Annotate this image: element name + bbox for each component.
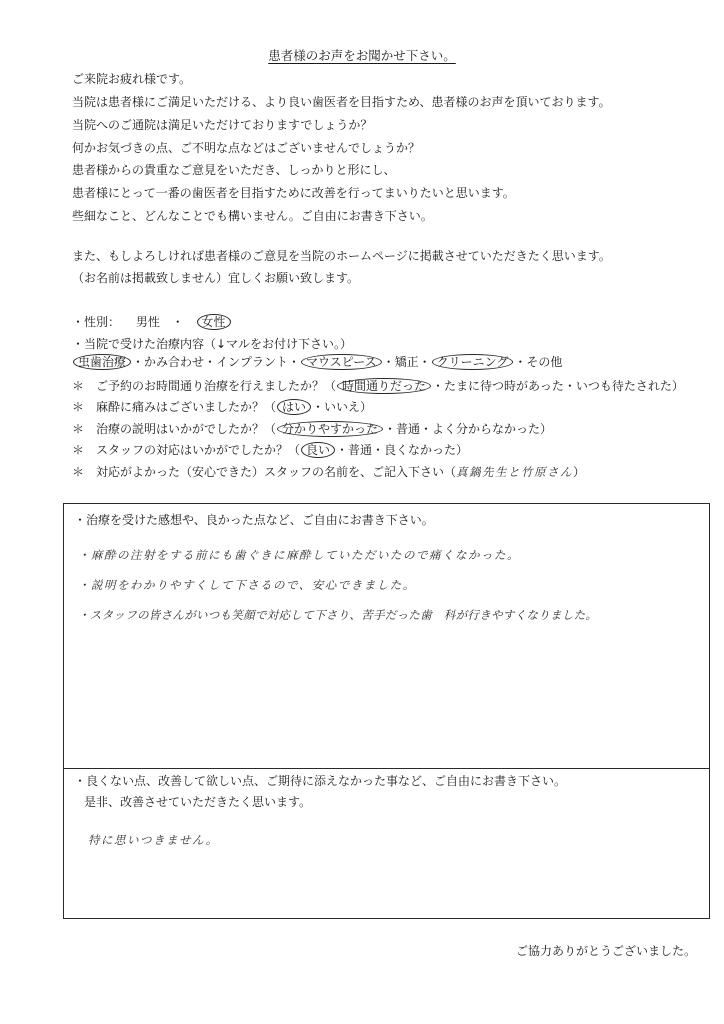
option-male[interactable]: 男性: [135, 315, 160, 329]
option-female-circled[interactable]: 女性: [197, 314, 231, 330]
option-other[interactable]: ・その他: [514, 355, 563, 369]
handwritten-staff-names[interactable]: 真鍋先生と竹原さん: [456, 465, 574, 479]
option-mouthpiece-circled[interactable]: マウスピース: [301, 354, 382, 370]
improvements-prompt: ・良くない点、改善して欲しい点、ご期待に添えなかった事など、ご自由にお書き下さい。: [74, 774, 567, 788]
answer-clear-circled[interactable]: 分かりやすかった: [277, 421, 383, 437]
handwritten-answer: ・スタッフの皆さんがいつも笑顔で対応して下さり、苦手だった歯 科が行きやすくなりました。: [78, 608, 598, 622]
option-orthodontics[interactable]: ・矯正・: [382, 355, 431, 369]
question-anesthesia: ＊ 麻酔に痛みはございましたか？（ はい ・いいえ）: [72, 400, 373, 414]
answer-on-time-circled[interactable]: 時間通りだった: [337, 378, 431, 394]
answer-good-circled[interactable]: 良い: [301, 442, 335, 458]
option-bite-implant[interactable]: ・かみ合わせ・インプラント・: [132, 355, 301, 369]
impressions-box[interactable]: [63, 503, 710, 769]
option-cavity-circled[interactable]: 虫歯治療: [73, 354, 131, 370]
improvements-prompt-2: 是非、改善させていただきたく思います。: [84, 795, 312, 809]
request-line: （お名前は掲載致しません）宜しくお願い致します。: [72, 271, 360, 285]
intro-line: 患者様にとって一番の歯医者を目指すために改善を行ってまいりたいと思います。: [72, 186, 515, 200]
option-cleaning-circled[interactable]: クリーニング: [432, 354, 514, 370]
intro-line: 当院へのご通院は満足いただけておりますでしょうか？: [72, 118, 373, 132]
question-staff-name: ＊ 対応がよかった（安心できた）スタッフの名前を、ご記入下さい（真鍋先生と竹原さん）: [72, 465, 586, 479]
other-time-options[interactable]: ・たまに待つ時があった・いつも待たされた）: [432, 379, 684, 393]
question-gender: [72, 316, 232, 328]
question-treatment-label: ・当院で受けた治療内容（↓マルをお付け下さい。）: [72, 337, 353, 351]
handwritten-answer: ・麻酔の注射をする前にも歯ぐきに麻酔していただいたので痛くなかった。: [78, 548, 520, 562]
other-staff-options[interactable]: ・普通・良くなかった）: [336, 443, 469, 457]
survey-title: 患者様のお声をお聞かせ下さい。: [268, 48, 456, 63]
handwritten-answer: 特に思いつきません。: [88, 833, 219, 847]
thanks-message: ご協力ありがとうございました。: [515, 944, 696, 958]
other-explain-options[interactable]: ・普通・よく分からなかった）: [384, 422, 553, 436]
request-line: また、もしよろしければ患者様のご意見を当院のホームページに掲載させていただきたく思います。: [72, 249, 611, 263]
intro-line: 何かお気づきの点、ご不明な点などはございませんでしょうか？: [72, 141, 421, 155]
answer-no-option[interactable]: ・いいえ）: [312, 400, 373, 414]
intro-line: ご来院お疲れ様です。: [72, 72, 192, 86]
improvements-box[interactable]: [63, 768, 710, 919]
handwritten-answer: ・説明をわかりやすくして下さるので、安心できました。: [78, 578, 416, 592]
question-explanation: ＊ 治療の説明はいかがでしたか？（ 分かりやすかった ・普通・よく分からなかった）: [72, 422, 553, 436]
intro-line: 些細なこと、どんなことでも構いません。ご自由にお書き下さい。: [72, 209, 433, 223]
separator: ・: [171, 315, 184, 329]
answer-yes-circled[interactable]: はい: [277, 399, 311, 415]
intro-line: 患者様からの貴重なご意見をいただき、しっかりと形にし、: [72, 163, 396, 177]
gender-label: ・性別：: [72, 315, 121, 329]
question-staff: ＊ スタッフの対応はいかがでしたか？（ 良い ・普通・良くなかった）: [72, 443, 469, 457]
question-treatment-options: [72, 356, 562, 368]
intro-line: 当院は患者様にご満足いただける、より良い歯医者を目指すため、患者様のお声を頂いております。: [72, 95, 611, 109]
impressions-prompt: ・治療を受けた感想や、良かった点など、ご自由にお書き下さい。: [74, 513, 434, 527]
question-appointment-time: ＊ ご予約のお時間通り治療を行えましたか？（ 時間通りだった ・たまに待つ時があった・いつも待たされた）: [72, 379, 684, 393]
